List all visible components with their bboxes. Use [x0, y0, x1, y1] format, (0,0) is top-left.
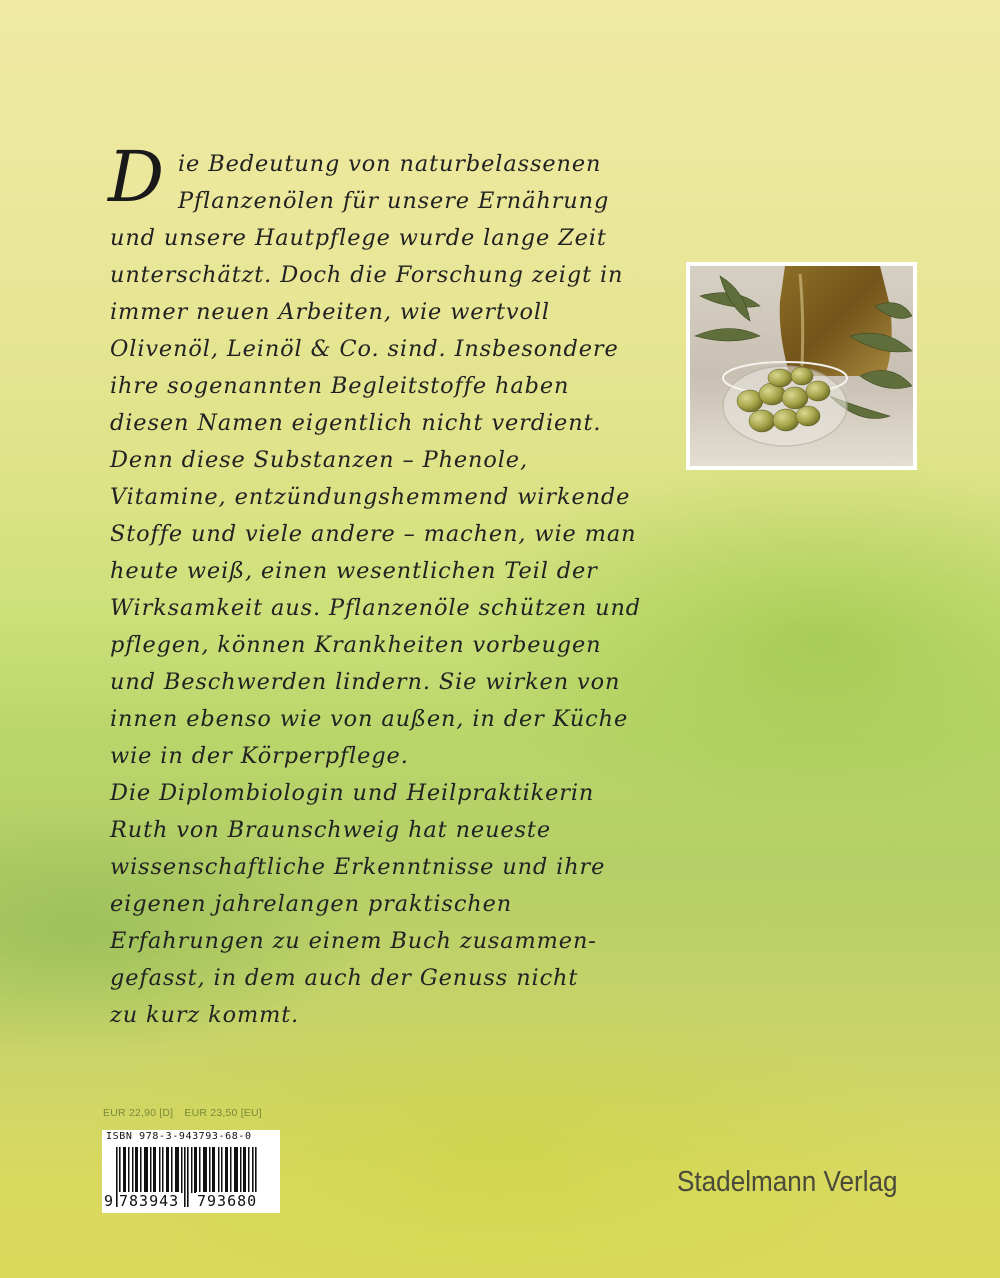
blurb-line: Die Diplombiologin und Heilpraktikerin — [110, 780, 595, 806]
barcode-group-1: 783943 — [119, 1192, 180, 1210]
blurb-line: Pflanzenölen für unsere Ernährung — [178, 188, 610, 214]
cover-blurb — [108, 136, 670, 1034]
drop-cap: D — [108, 136, 166, 218]
price-line — [103, 1107, 270, 1119]
price-eu: EUR 23,50 [EU] — [184, 1107, 262, 1119]
isbn-barcode — [102, 1130, 280, 1213]
barcode-group-2: 793680 — [197, 1192, 258, 1210]
olive-oil-photo — [686, 262, 917, 470]
blurb-line: heute weiß, einen wesentlichen Teil der — [110, 558, 598, 584]
blurb-line: und Beschwerden lindern. Sie wirken von — [110, 669, 621, 695]
blurb-line: unterschätzt. Doch die Forschung zeigt in — [110, 262, 624, 288]
blurb-line: zu kurz kommt. — [110, 1002, 300, 1028]
blurb-line: Erfahrungen zu einem Buch zusammen- — [110, 928, 597, 954]
blurb-line: eigenen jahrelangen praktischen — [110, 891, 513, 917]
blurb-line: innen ebenso wie von außen, in der Küche — [110, 706, 629, 732]
price-de: EUR 22,90 [D] — [103, 1107, 174, 1119]
blurb-line: wie in der Körperpflege. — [110, 743, 409, 769]
blurb-line: Stoffe und viele andere – machen, wie man — [110, 521, 637, 547]
blurb-line: gefasst, in dem auch der Genuss nicht — [110, 965, 579, 991]
blurb-line: diesen Namen eigentlich nicht verdient. — [110, 410, 602, 436]
publisher-name: Stadelmann Verlag — [677, 1166, 898, 1198]
barcode-lead-digit: 9 — [104, 1192, 114, 1210]
blurb-line: ihre sogenannten Begleitstoffe haben — [110, 373, 570, 399]
blurb-line: Vitamine, entzündungshemmend wirkende — [110, 484, 631, 510]
olive-bowl-illustration — [690, 266, 913, 466]
blurb-line: Wirksamkeit aus. Pflanzenöle schützen und — [110, 595, 642, 621]
blurb-line-text: ie Bedeutung von naturbelassenen — [178, 151, 602, 177]
blurb-line: und unsere Hautpflege wurde lange Zeit — [110, 225, 607, 251]
isbn-label: ISBN 978-3-943793-68-0 — [106, 1131, 252, 1142]
blurb-line: pflegen, können Krankheiten vorbeugen — [110, 632, 602, 658]
blurb-line: wissenschaftliche Erkenntnisse und ihre — [110, 854, 606, 880]
blurb-line: Denn diese Substanzen – Phenole, — [110, 447, 528, 473]
blurb-line: Ruth von Braunschweig hat neueste — [110, 817, 551, 843]
blurb-line: immer neuen Arbeiten, wie wertvoll — [110, 299, 550, 325]
blurb-line: Olivenöl, Leinöl & Co. sind. Insbesondere — [110, 336, 619, 362]
